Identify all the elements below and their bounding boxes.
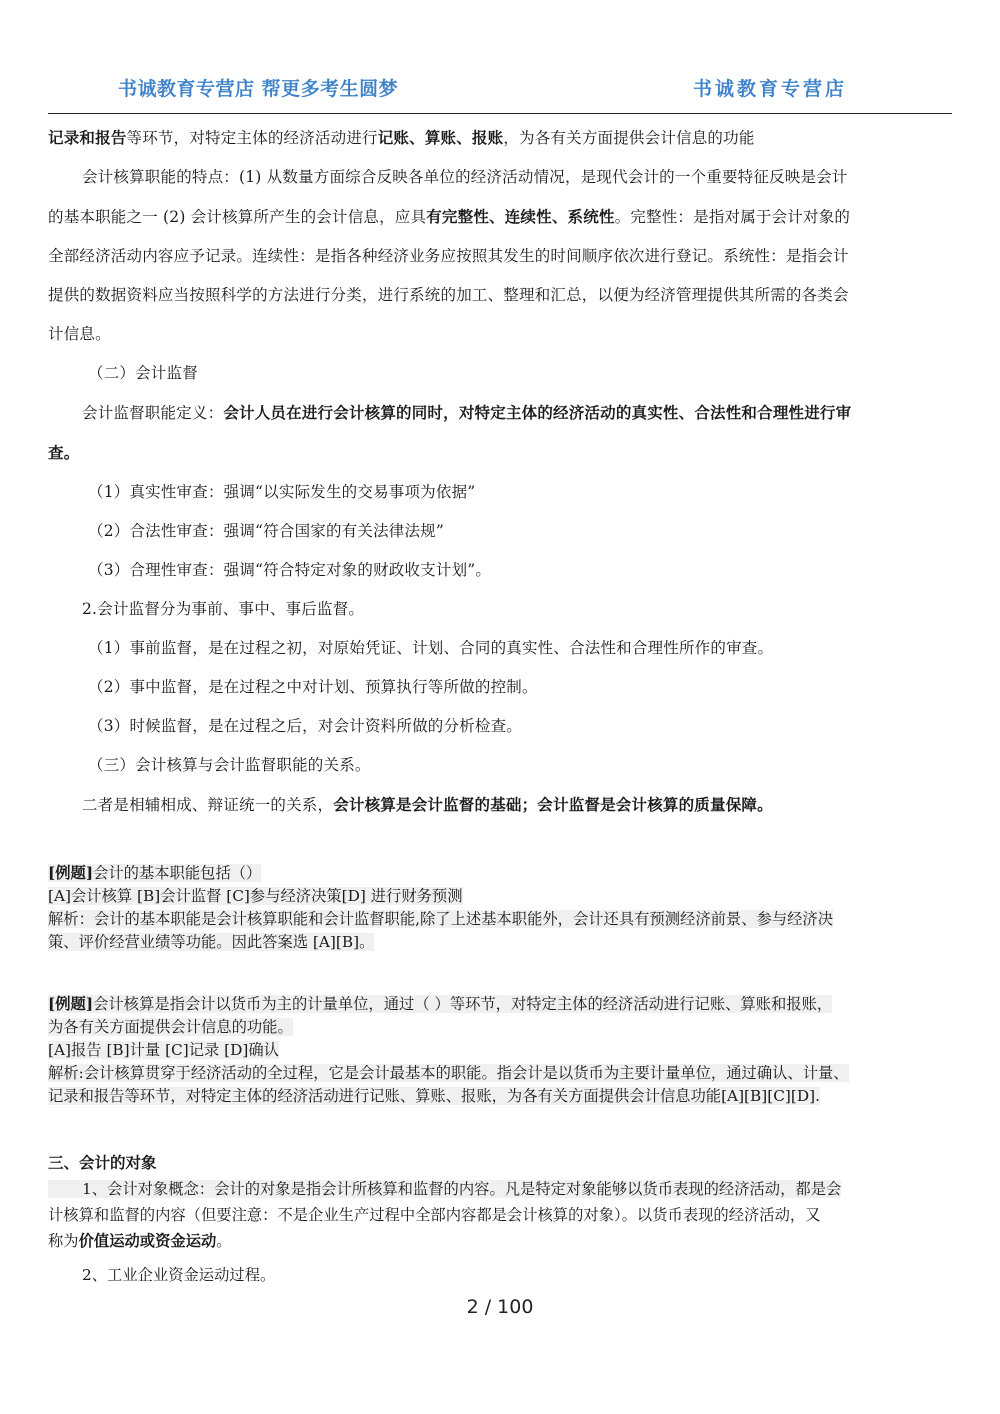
example-answer [48,1062,954,1085]
bold-text: 会计核算是会计监督的基础；会计监督是会计核算的质量保障。 [333,795,773,814]
example-answer [48,1085,954,1108]
section-accounting-object [48,1150,954,1288]
example-question-1 [48,862,954,954]
text: 计核算和监督的内容（但要注意：不是企业生产过程中全部内容都是会计核算的对象）。以货币表现的经济活动，又 [48,1206,821,1224]
text: 1、会计对象概念：会计的对象是指会计所核算和监督的内容。凡是特定对象能够以货币表现的经济活动，都是会 [48,1180,841,1198]
text: 等环节，对特定主体的经济活动进行 [126,129,378,147]
example-question [48,1016,954,1039]
object-paragraph: 2、工业企业资金运动过程。 [82,1266,276,1284]
object-paragraph [48,1176,954,1202]
example-tag: [例题] [48,864,94,882]
bold-text: 查。 [48,443,80,462]
relation-line [48,785,954,825]
bold-text: 记录和报告 [48,128,127,147]
example-answer [48,908,954,931]
answer-text: 策、评价经营业绩等功能。因此答案选 [A][B]。 [48,933,375,951]
bold-text: 记账、算账、报账 [377,128,504,147]
section-heading-supervision: （二）会计监督 [88,364,198,382]
answer-text: 记录和报告等环节，对特定主体的经济活动进行记账、算账、报账，为各有关方面提供会计信息功能[A][B][C][D]. [48,1087,820,1105]
answer-text: 解析:会计核算贯穿于经济活动的全过程，它是会计最基本的职能。指会计是以货币为主要计量单位，通过确认、计量、 [48,1064,849,1082]
object-paragraph [48,1202,954,1228]
example-question [48,862,954,885]
page-number: 2 / 100 [466,1296,534,1318]
paragraph-features-line: 计信息。 [48,325,111,343]
paragraph-continuation [48,118,954,158]
text: 会计核算职能的特点：(1) 从数量方面综合反映各单位的经济活动情况，是现代会计的一个重要特征反映是会计 [82,168,848,186]
question-text: 会计核算是指会计以货币为主的计量单位，通过（ ）等环节，对特定主体的经济活动进行记账、算账和报账， [93,995,833,1013]
example-question-2 [48,993,954,1108]
list-item: （2）事中监督，是在过程之中对计划、预算执行等所做的控制。 [88,678,538,696]
list-item: （3）合理性审查：强调“符合特定对象的财政收支计划”。 [88,561,492,579]
bold-text: 会计人员在进行会计核算的同时，对特定主体的经济活动的真实性、合法性和合理性进行审 [223,403,852,422]
paragraph-features-line: 提供的数据资料应当按照科学的方法进行分类，进行系统的加工、整理和汇总，以便为经济管理提供其所需的各类会 [48,286,849,304]
body-text [48,118,954,825]
list-item: （1）真实性审查：强调“以实际发生的交易事项为依据” [88,483,476,501]
example-tag: [例题] [48,995,94,1013]
list-item: （2）合法性审查：强调“符合国家的有关法律法规” [88,522,445,540]
example-question [48,993,954,1016]
text: ，为各有关方面提供会计信息的功能 [503,129,755,147]
answer-text: 解析：会计的基本职能是会计核算职能和会计监督职能,除了上述基本职能外，会计还具有预测经济前景、参与经济决 [48,910,834,928]
list-item: （1）事前监督，是在过程之初，对原始凭证、计划、合同的真实性、合法性和合理性所作的审查。 [88,639,774,657]
bold-text: 价值运动或资金运动 [78,1232,217,1250]
text: 的基本职能之一 (2) 会计核算所产生的会计信息，应具 [48,208,427,226]
section-title: 三、会计的对象 [48,1153,157,1172]
object-paragraph [48,1228,954,1254]
text: 。 [216,1232,232,1250]
header-store-name: 书诚教育专营店 [692,78,847,100]
bold-text: 有完整性、连续性、系统性 [426,207,615,226]
example-answer [48,931,954,954]
example-options [48,885,954,908]
paragraph-features [48,158,954,197]
list-item: （3）时候监督，是在过程之后，对会计资料所做的分析检查。 [88,717,522,735]
question-text: 为各有关方面提供会计信息的功能。 [48,1018,293,1036]
section-heading-relation: （三）会计核算与会计监督职能的关系。 [88,756,371,774]
example-options [48,1039,954,1062]
definition-line-end [48,433,954,473]
header-slogan: 书诚教育专营店 帮更多考生圆梦 [118,78,399,100]
text: 二者是相辅相成、辩证统一的关系， [82,796,334,814]
list-item: 2.会计监督分为事前、事中、事后监督。 [82,600,365,618]
paragraph-features-line [48,197,954,237]
definition-line [48,393,954,433]
text: 会计监督职能定义： [82,404,224,422]
options-text: [A]会计核算 [B]会计监督 [C]参与经济决策[D] 进行财务预测 [48,887,463,905]
page-header [48,0,952,114]
paragraph-features-line: 全部经济活动内容应予记录。连续性：是指各种经济业务应按照其发生的时间顺序依次进行登记。系统性：是指会计 [48,247,849,265]
options-text: [A]报告 [B]计量 [C]记录 [D]确认 [48,1041,279,1059]
text: 。完整性：是指对属于会计对象的 [614,208,851,226]
question-text: 会计的基本职能包括（） [93,864,262,882]
text: 称为 [48,1232,79,1250]
